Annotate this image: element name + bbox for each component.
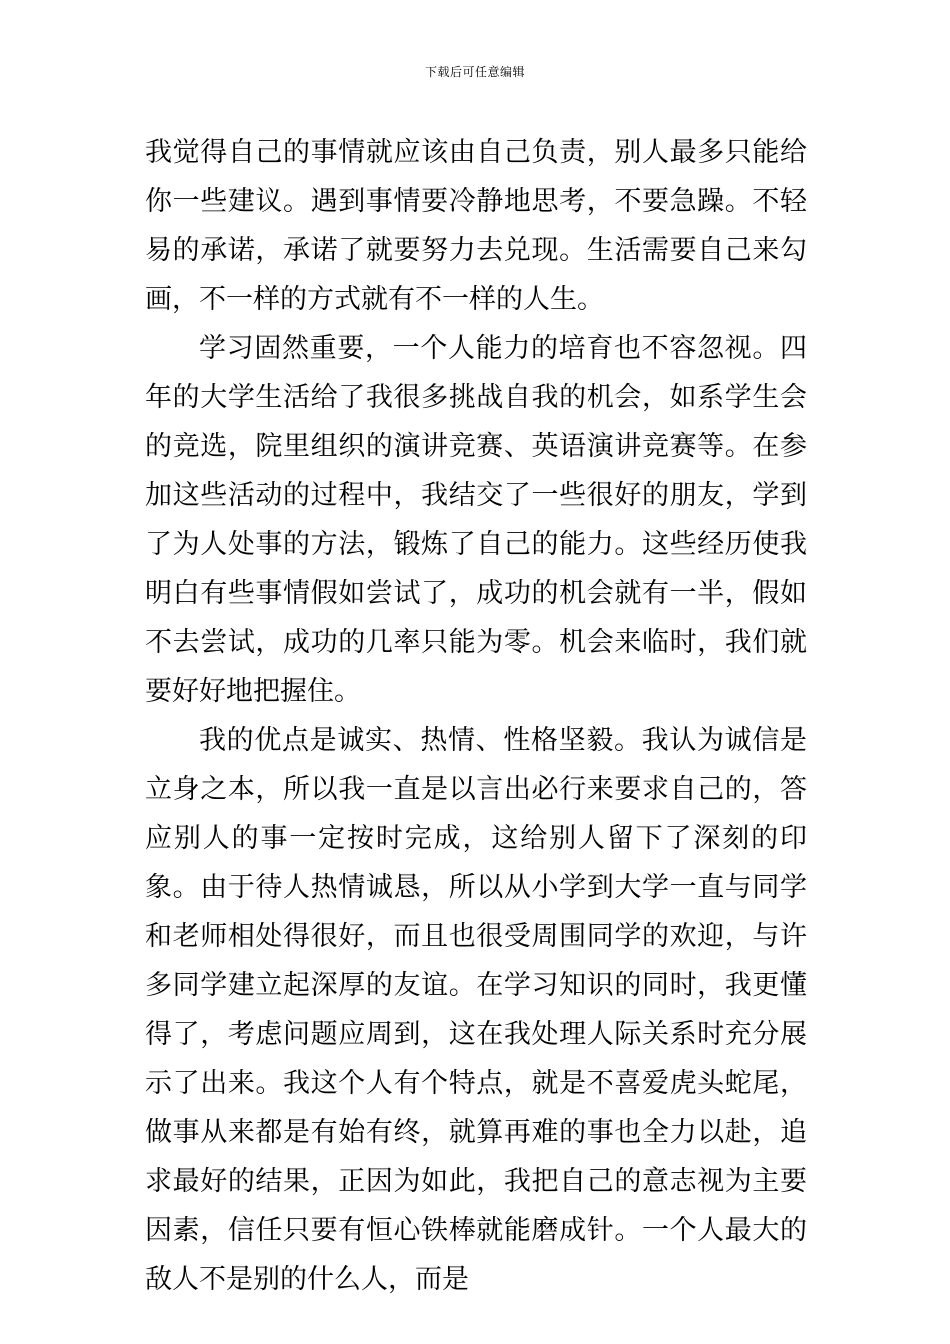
paragraph-1: 我觉得自己的事情就应该由自己负责，别人最多只能给你一些建议。遇到事情要冷静地思考，不要急躁。不轻易的承诺，承诺了就要努力去兑现。生活需要自己来勾画，不一样的方式就有不一样的人生。 <box>145 137 807 315</box>
paragraph-2: 学习固然重要，一个人能力的培育也不容忽视。四年的大学生活给了我很多挑战自我的机会，如系学生会的竞选，院里组织的演讲竞赛、英语演讲竞赛等。在参加这些活动的过程中，我结交了一些很好的朋友，学到了为人处事的方法，锻炼了自己的能力。这些经历使我明白有些事情假如尝试了，成功的机会就有一半，假如不去尝试，成功的几率只能为零。机会来临时，我们就要好好地把握住。 <box>145 333 807 707</box>
document-body <box>145 128 807 1304</box>
paragraph-3: 我的优点是诚实、热情、性格坚毅。我认为诚信是立身之本，所以我一直是以言出必行来要求自己的，答应别人的事一定按时完成，这给别人留下了深刻的印象。由于待人热情诚恳，所以从小学到大学一直与同学和老师相处得很好，而且也很受周围同学的欢迎，与许多同学建立起深厚的友谊。在学习知识的同时，我更懂得了，考虑问题应周到，这在我处理人际关系时充分展示了出来。我这个人有个特点，就是不喜爱虎头蛇尾，做事从来都是有始有终，就算再难的事也全力以赴，追求最好的结果，正因为如此，我把自己的意志视为主要因素，信任只要有恒心铁棒就能磨成针。一个人最大的敌人不是别的什么人，而是 <box>145 725 807 1295</box>
page-header: 下载后可任意编辑 <box>424 65 525 79</box>
